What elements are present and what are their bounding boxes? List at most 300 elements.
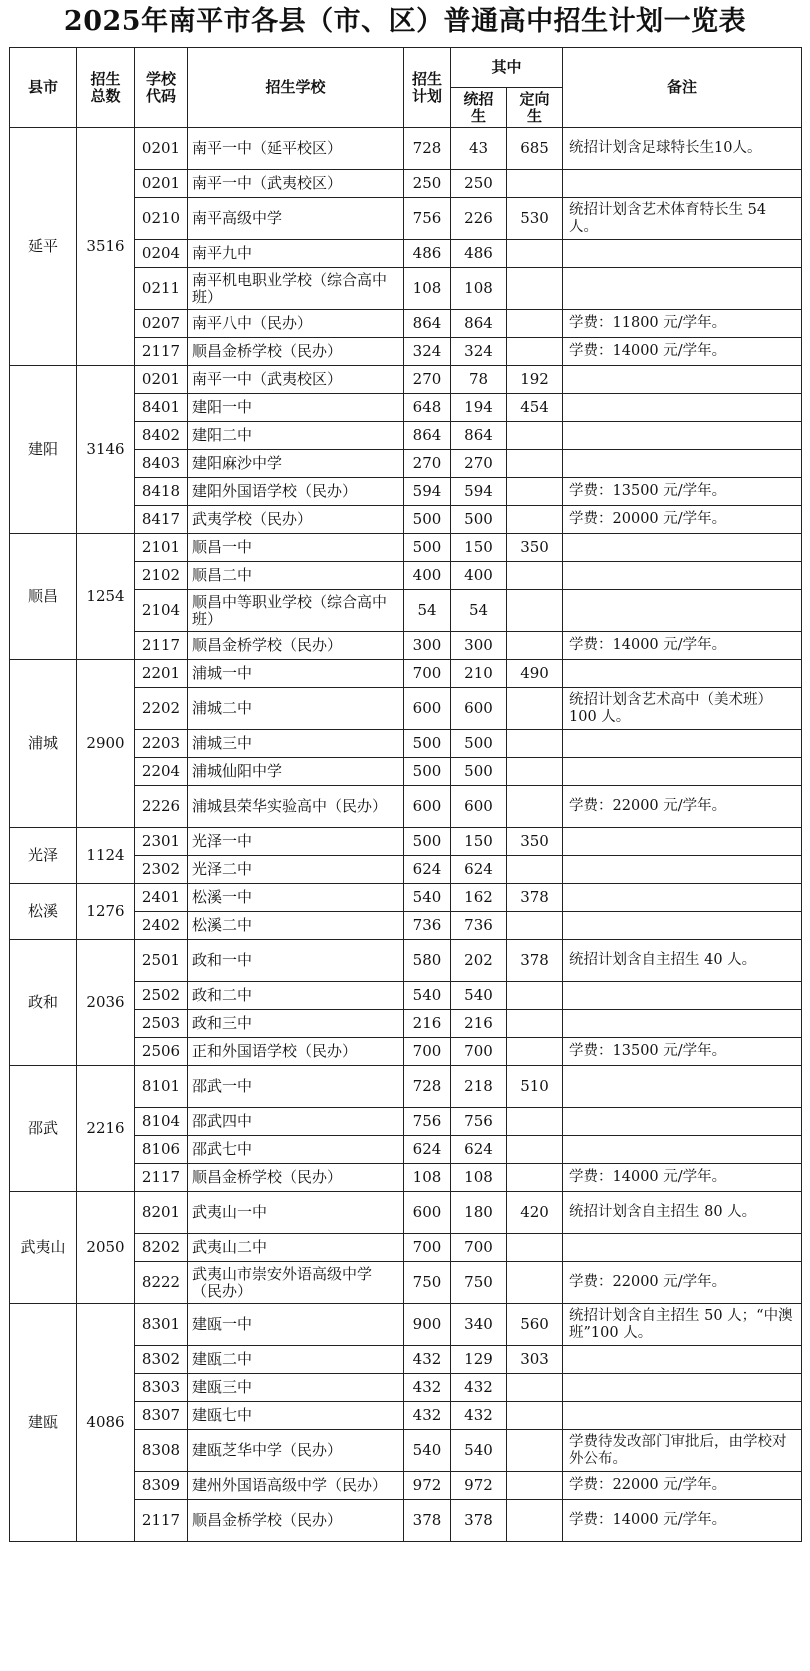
school-name-cell: 武夷学校（民办） bbox=[188, 506, 404, 534]
unified-cell: 736 bbox=[451, 912, 507, 940]
remarks-cell bbox=[563, 1066, 802, 1108]
county-total-cell: 3146 bbox=[77, 366, 135, 534]
remarks-cell bbox=[563, 1108, 802, 1136]
header-plan bbox=[404, 48, 451, 128]
remarks-cell bbox=[563, 1136, 802, 1164]
school-name-cell: 南平机电职业学校（综合高中班） bbox=[188, 268, 404, 310]
remarks-cell bbox=[563, 1346, 802, 1374]
unified-cell: 194 bbox=[451, 394, 507, 422]
plan-cell: 864 bbox=[404, 422, 451, 450]
plan-cell: 624 bbox=[404, 1136, 451, 1164]
unified-cell: 340 bbox=[451, 1304, 507, 1346]
school-code-cell: 8403 bbox=[135, 450, 188, 478]
table-row bbox=[10, 1304, 802, 1346]
unified-cell: 600 bbox=[451, 688, 507, 730]
school-name-cell: 南平一中（延平校区） bbox=[188, 128, 404, 170]
county-cell: 建瓯 bbox=[10, 1304, 77, 1542]
plan-cell: 540 bbox=[404, 884, 451, 912]
plan-cell: 500 bbox=[404, 534, 451, 562]
remarks-cell: 学费：14000 元/学年。 bbox=[563, 1500, 802, 1542]
remarks-cell: 统招计划含足球特长生10人。 bbox=[563, 128, 802, 170]
school-name-cell: 建瓯七中 bbox=[188, 1402, 404, 1430]
plan-cell: 600 bbox=[404, 786, 451, 828]
school-code-cell: 8402 bbox=[135, 422, 188, 450]
school-name-cell: 邵武七中 bbox=[188, 1136, 404, 1164]
county-cell: 顺昌 bbox=[10, 534, 77, 660]
unified-cell: 300 bbox=[451, 632, 507, 660]
directed-cell bbox=[507, 422, 563, 450]
plan-cell: 728 bbox=[404, 1066, 451, 1108]
enrollment-plan-table bbox=[9, 47, 802, 1542]
plan-cell: 250 bbox=[404, 170, 451, 198]
directed-cell: 378 bbox=[507, 940, 563, 982]
county-cell: 邵武 bbox=[10, 1066, 77, 1192]
school-code-cell: 2202 bbox=[135, 688, 188, 730]
directed-cell bbox=[507, 856, 563, 884]
school-code-cell: 2104 bbox=[135, 590, 188, 632]
header-of-which: 其中 bbox=[451, 48, 563, 88]
plan-cell: 700 bbox=[404, 1234, 451, 1262]
school-name-cell: 浦城三中 bbox=[188, 730, 404, 758]
plan-cell: 756 bbox=[404, 1108, 451, 1136]
unified-cell: 54 bbox=[451, 590, 507, 632]
unified-cell: 202 bbox=[451, 940, 507, 982]
header-unified bbox=[451, 88, 507, 128]
school-code-cell: 8401 bbox=[135, 394, 188, 422]
remarks-cell bbox=[563, 828, 802, 856]
county-cell: 延平 bbox=[10, 128, 77, 366]
unified-cell: 432 bbox=[451, 1402, 507, 1430]
header-directed-text: 定向生 bbox=[519, 89, 550, 125]
school-name-cell: 政和一中 bbox=[188, 940, 404, 982]
school-code-cell: 0201 bbox=[135, 128, 188, 170]
unified-cell: 108 bbox=[451, 1164, 507, 1192]
table-row bbox=[10, 940, 802, 982]
remarks-cell bbox=[563, 1374, 802, 1402]
unified-cell: 129 bbox=[451, 1346, 507, 1374]
unified-cell: 78 bbox=[451, 366, 507, 394]
unified-cell: 700 bbox=[451, 1038, 507, 1066]
unified-cell: 150 bbox=[451, 534, 507, 562]
school-name-cell: 顺昌一中 bbox=[188, 534, 404, 562]
unified-cell: 864 bbox=[451, 422, 507, 450]
school-code-cell: 2117 bbox=[135, 632, 188, 660]
school-code-cell: 0211 bbox=[135, 268, 188, 310]
school-code-cell: 8104 bbox=[135, 1108, 188, 1136]
directed-cell bbox=[507, 982, 563, 1010]
remarks-cell bbox=[563, 758, 802, 786]
remarks-cell bbox=[563, 562, 802, 590]
directed-cell bbox=[507, 562, 563, 590]
directed-cell bbox=[507, 1374, 563, 1402]
school-code-cell: 2117 bbox=[135, 1164, 188, 1192]
unified-cell: 400 bbox=[451, 562, 507, 590]
remarks-cell: 统招计划含艺术体育特长生 54 人。 bbox=[563, 198, 802, 240]
plan-cell: 54 bbox=[404, 590, 451, 632]
remarks-cell: 学费：14000 元/学年。 bbox=[563, 632, 802, 660]
county-cell: 建阳 bbox=[10, 366, 77, 534]
directed-cell: 350 bbox=[507, 828, 563, 856]
page-title: 2025年南平市各县（市、区）普通高中招生计划一览表 bbox=[63, 6, 747, 37]
directed-cell bbox=[507, 786, 563, 828]
directed-cell bbox=[507, 730, 563, 758]
directed-cell bbox=[507, 338, 563, 366]
school-name-cell: 邵武四中 bbox=[188, 1108, 404, 1136]
remarks-cell: 学费：20000 元/学年。 bbox=[563, 506, 802, 534]
school-code-cell: 2402 bbox=[135, 912, 188, 940]
school-code-cell: 0201 bbox=[135, 366, 188, 394]
unified-cell: 972 bbox=[451, 1472, 507, 1500]
school-code-cell: 2506 bbox=[135, 1038, 188, 1066]
table-row bbox=[10, 1066, 802, 1108]
school-code-cell: 8106 bbox=[135, 1136, 188, 1164]
plan-cell: 500 bbox=[404, 506, 451, 534]
school-name-cell: 浦城仙阳中学 bbox=[188, 758, 404, 786]
remarks-cell bbox=[563, 730, 802, 758]
plan-cell: 736 bbox=[404, 912, 451, 940]
remarks-cell bbox=[563, 268, 802, 310]
plan-cell: 378 bbox=[404, 1500, 451, 1542]
school-code-cell: 2102 bbox=[135, 562, 188, 590]
plan-cell: 486 bbox=[404, 240, 451, 268]
directed-cell bbox=[507, 590, 563, 632]
table-body bbox=[10, 128, 802, 1542]
school-code-cell: 8101 bbox=[135, 1066, 188, 1108]
plan-cell: 728 bbox=[404, 128, 451, 170]
unified-cell: 540 bbox=[451, 1430, 507, 1472]
unified-cell: 756 bbox=[451, 1108, 507, 1136]
school-code-cell: 8418 bbox=[135, 478, 188, 506]
table-row bbox=[10, 660, 802, 688]
unified-cell: 432 bbox=[451, 1374, 507, 1402]
plan-cell: 500 bbox=[404, 758, 451, 786]
unified-cell: 250 bbox=[451, 170, 507, 198]
directed-cell: 685 bbox=[507, 128, 563, 170]
remarks-cell bbox=[563, 1402, 802, 1430]
plan-cell: 432 bbox=[404, 1346, 451, 1374]
plan-cell: 756 bbox=[404, 198, 451, 240]
school-name-cell: 光泽一中 bbox=[188, 828, 404, 856]
school-name-cell: 南平高级中学 bbox=[188, 198, 404, 240]
school-code-cell: 2117 bbox=[135, 1500, 188, 1542]
unified-cell: 594 bbox=[451, 478, 507, 506]
remarks-cell bbox=[563, 422, 802, 450]
school-name-cell: 建州外国语高级中学（民办） bbox=[188, 1472, 404, 1500]
remarks-cell: 学费：14000 元/学年。 bbox=[563, 338, 802, 366]
plan-cell: 216 bbox=[404, 1010, 451, 1038]
plan-cell: 540 bbox=[404, 1430, 451, 1472]
directed-cell bbox=[507, 1262, 563, 1304]
school-code-cell: 2201 bbox=[135, 660, 188, 688]
school-name-cell: 建阳麻沙中学 bbox=[188, 450, 404, 478]
plan-cell: 700 bbox=[404, 1038, 451, 1066]
unified-cell: 180 bbox=[451, 1192, 507, 1234]
school-code-cell: 2401 bbox=[135, 884, 188, 912]
remarks-cell: 学费：13500 元/学年。 bbox=[563, 1038, 802, 1066]
directed-cell bbox=[507, 912, 563, 940]
plan-cell: 108 bbox=[404, 268, 451, 310]
header-code-text: 学校代码 bbox=[145, 69, 176, 105]
directed-cell bbox=[507, 632, 563, 660]
plan-cell: 700 bbox=[404, 660, 451, 688]
remarks-cell: 学费：11800 元/学年。 bbox=[563, 310, 802, 338]
county-cell: 政和 bbox=[10, 940, 77, 1066]
plan-cell: 500 bbox=[404, 828, 451, 856]
remarks-cell: 学费：22000 元/学年。 bbox=[563, 1262, 802, 1304]
remarks-cell: 学费：22000 元/学年。 bbox=[563, 1472, 802, 1500]
school-code-cell: 8201 bbox=[135, 1192, 188, 1234]
remarks-cell bbox=[563, 450, 802, 478]
county-cell: 光泽 bbox=[10, 828, 77, 884]
unified-cell: 378 bbox=[451, 1500, 507, 1542]
directed-cell bbox=[507, 450, 563, 478]
school-name-cell: 顺昌金桥学校（民办） bbox=[188, 1164, 404, 1192]
unified-cell: 600 bbox=[451, 786, 507, 828]
header-total bbox=[77, 48, 135, 128]
school-code-cell: 0201 bbox=[135, 170, 188, 198]
county-total-cell: 2050 bbox=[77, 1192, 135, 1304]
school-name-cell: 南平一中（武夷校区） bbox=[188, 366, 404, 394]
plan-cell: 864 bbox=[404, 310, 451, 338]
table-row bbox=[10, 1192, 802, 1234]
school-name-cell: 浦城县荣华实验高中（民办） bbox=[188, 786, 404, 828]
header-code bbox=[135, 48, 188, 128]
remarks-cell bbox=[563, 590, 802, 632]
school-name-cell: 松溪二中 bbox=[188, 912, 404, 940]
school-code-cell: 8202 bbox=[135, 1234, 188, 1262]
plan-cell: 540 bbox=[404, 982, 451, 1010]
directed-cell bbox=[507, 1164, 563, 1192]
county-total-cell: 4086 bbox=[77, 1304, 135, 1542]
county-total-cell: 1124 bbox=[77, 828, 135, 884]
plan-cell: 500 bbox=[404, 730, 451, 758]
school-name-cell: 南平八中（民办） bbox=[188, 310, 404, 338]
school-name-cell: 建阳二中 bbox=[188, 422, 404, 450]
directed-cell bbox=[507, 1472, 563, 1500]
school-code-cell: 8307 bbox=[135, 1402, 188, 1430]
school-name-cell: 建阳一中 bbox=[188, 394, 404, 422]
directed-cell bbox=[507, 1108, 563, 1136]
remarks-cell: 学费待发改部门审批后，由学校对外公布。 bbox=[563, 1430, 802, 1472]
school-code-cell: 0210 bbox=[135, 198, 188, 240]
school-name-cell: 建瓯二中 bbox=[188, 1346, 404, 1374]
school-name-cell: 正和外国语学校（民办） bbox=[188, 1038, 404, 1066]
school-name-cell: 浦城二中 bbox=[188, 688, 404, 730]
remarks-cell: 学费：22000 元/学年。 bbox=[563, 786, 802, 828]
school-name-cell: 武夷山市崇安外语高级中学（民办） bbox=[188, 1262, 404, 1304]
school-code-cell: 2501 bbox=[135, 940, 188, 982]
directed-cell bbox=[507, 1136, 563, 1164]
school-code-cell: 8303 bbox=[135, 1374, 188, 1402]
directed-cell bbox=[507, 240, 563, 268]
school-name-cell: 建阳外国语学校（民办） bbox=[188, 478, 404, 506]
unified-cell: 500 bbox=[451, 758, 507, 786]
plan-cell: 324 bbox=[404, 338, 451, 366]
school-name-cell: 顺昌中等职业学校（综合高中班） bbox=[188, 590, 404, 632]
school-name-cell: 顺昌金桥学校（民办） bbox=[188, 632, 404, 660]
directed-cell bbox=[507, 688, 563, 730]
remarks-cell bbox=[563, 856, 802, 884]
school-name-cell: 邵武一中 bbox=[188, 1066, 404, 1108]
directed-cell bbox=[507, 1500, 563, 1542]
remarks-cell: 统招计划含艺术高中（美术班）100 人。 bbox=[563, 688, 802, 730]
plan-cell: 432 bbox=[404, 1374, 451, 1402]
school-code-cell: 2502 bbox=[135, 982, 188, 1010]
directed-cell: 192 bbox=[507, 366, 563, 394]
school-name-cell: 南平一中（武夷校区） bbox=[188, 170, 404, 198]
plan-cell: 108 bbox=[404, 1164, 451, 1192]
remarks-cell bbox=[563, 660, 802, 688]
unified-cell: 624 bbox=[451, 856, 507, 884]
school-code-cell: 2203 bbox=[135, 730, 188, 758]
plan-cell: 400 bbox=[404, 562, 451, 590]
directed-cell bbox=[507, 1010, 563, 1038]
school-code-cell: 8302 bbox=[135, 1346, 188, 1374]
school-code-cell: 8301 bbox=[135, 1304, 188, 1346]
remarks-cell bbox=[563, 534, 802, 562]
plan-cell: 432 bbox=[404, 1402, 451, 1430]
plan-cell: 270 bbox=[404, 366, 451, 394]
directed-cell: 530 bbox=[507, 198, 563, 240]
remarks-cell: 统招计划含自主招生 50 人；“中澳班”100 人。 bbox=[563, 1304, 802, 1346]
header-remarks: 备注 bbox=[563, 48, 802, 128]
remarks-cell bbox=[563, 240, 802, 268]
school-name-cell: 武夷山二中 bbox=[188, 1234, 404, 1262]
school-code-cell: 2204 bbox=[135, 758, 188, 786]
directed-cell bbox=[507, 1038, 563, 1066]
table-row bbox=[10, 366, 802, 394]
unified-cell: 324 bbox=[451, 338, 507, 366]
county-cell: 武夷山 bbox=[10, 1192, 77, 1304]
plan-cell: 900 bbox=[404, 1304, 451, 1346]
unified-cell: 700 bbox=[451, 1234, 507, 1262]
remarks-cell: 统招计划含自主招生 80 人。 bbox=[563, 1192, 802, 1234]
directed-cell: 454 bbox=[507, 394, 563, 422]
county-total-cell: 1254 bbox=[77, 534, 135, 660]
school-code-cell: 8309 bbox=[135, 1472, 188, 1500]
school-name-cell: 政和三中 bbox=[188, 1010, 404, 1038]
unified-cell: 486 bbox=[451, 240, 507, 268]
school-name-cell: 武夷山一中 bbox=[188, 1192, 404, 1234]
directed-cell: 420 bbox=[507, 1192, 563, 1234]
county-total-cell: 3516 bbox=[77, 128, 135, 366]
directed-cell bbox=[507, 268, 563, 310]
county-total-cell: 2036 bbox=[77, 940, 135, 1066]
remarks-cell bbox=[563, 982, 802, 1010]
directed-cell bbox=[507, 1234, 563, 1262]
remarks-cell bbox=[563, 394, 802, 422]
school-name-cell: 光泽二中 bbox=[188, 856, 404, 884]
directed-cell bbox=[507, 310, 563, 338]
directed-cell: 303 bbox=[507, 1346, 563, 1374]
school-code-cell: 8222 bbox=[135, 1262, 188, 1304]
header-unified-text: 统招生 bbox=[463, 89, 494, 125]
unified-cell: 500 bbox=[451, 506, 507, 534]
unified-cell: 750 bbox=[451, 1262, 507, 1304]
remarks-cell bbox=[563, 912, 802, 940]
remarks-cell bbox=[563, 366, 802, 394]
table-row bbox=[10, 884, 802, 912]
school-code-cell: 0207 bbox=[135, 310, 188, 338]
school-name-cell: 建瓯一中 bbox=[188, 1304, 404, 1346]
school-name-cell: 顺昌二中 bbox=[188, 562, 404, 590]
school-code-cell: 2117 bbox=[135, 338, 188, 366]
header-total-text: 招生总数 bbox=[90, 69, 121, 105]
unified-cell: 108 bbox=[451, 268, 507, 310]
plan-cell: 600 bbox=[404, 1192, 451, 1234]
directed-cell bbox=[507, 478, 563, 506]
school-name-cell: 松溪一中 bbox=[188, 884, 404, 912]
unified-cell: 864 bbox=[451, 310, 507, 338]
county-cell: 松溪 bbox=[10, 884, 77, 940]
plan-cell: 300 bbox=[404, 632, 451, 660]
remarks-cell: 学费：13500 元/学年。 bbox=[563, 478, 802, 506]
remarks-cell: 学费：14000 元/学年。 bbox=[563, 1164, 802, 1192]
directed-cell bbox=[507, 1430, 563, 1472]
plan-cell: 580 bbox=[404, 940, 451, 982]
plan-cell: 270 bbox=[404, 450, 451, 478]
unified-cell: 162 bbox=[451, 884, 507, 912]
unified-cell: 226 bbox=[451, 198, 507, 240]
unified-cell: 218 bbox=[451, 1066, 507, 1108]
unified-cell: 43 bbox=[451, 128, 507, 170]
remarks-cell bbox=[563, 1234, 802, 1262]
county-total-cell: 2216 bbox=[77, 1066, 135, 1192]
directed-cell: 350 bbox=[507, 534, 563, 562]
remarks-cell bbox=[563, 884, 802, 912]
school-name-cell: 政和二中 bbox=[188, 982, 404, 1010]
unified-cell: 150 bbox=[451, 828, 507, 856]
county-cell: 浦城 bbox=[10, 660, 77, 828]
unified-cell: 216 bbox=[451, 1010, 507, 1038]
school-name-cell: 浦城一中 bbox=[188, 660, 404, 688]
plan-cell: 972 bbox=[404, 1472, 451, 1500]
header-school: 招生学校 bbox=[188, 48, 404, 128]
school-name-cell: 顺昌金桥学校（民办） bbox=[188, 338, 404, 366]
school-code-cell: 2226 bbox=[135, 786, 188, 828]
directed-cell: 510 bbox=[507, 1066, 563, 1108]
directed-cell bbox=[507, 170, 563, 198]
school-code-cell: 2503 bbox=[135, 1010, 188, 1038]
unified-cell: 540 bbox=[451, 982, 507, 1010]
school-code-cell: 8417 bbox=[135, 506, 188, 534]
header-directed bbox=[507, 88, 563, 128]
school-code-cell: 2101 bbox=[135, 534, 188, 562]
county-total-cell: 1276 bbox=[77, 884, 135, 940]
plan-cell: 600 bbox=[404, 688, 451, 730]
directed-cell bbox=[507, 1402, 563, 1430]
school-name-cell: 顺昌金桥学校（民办） bbox=[188, 1500, 404, 1542]
directed-cell: 560 bbox=[507, 1304, 563, 1346]
school-code-cell: 2301 bbox=[135, 828, 188, 856]
directed-cell bbox=[507, 506, 563, 534]
plan-cell: 624 bbox=[404, 856, 451, 884]
table-row bbox=[10, 534, 802, 562]
remarks-cell: 统招计划含自主招生 40 人。 bbox=[563, 940, 802, 982]
directed-cell: 490 bbox=[507, 660, 563, 688]
header-county: 县市 bbox=[10, 48, 77, 128]
table-row bbox=[10, 828, 802, 856]
unified-cell: 624 bbox=[451, 1136, 507, 1164]
county-total-cell: 2900 bbox=[77, 660, 135, 828]
unified-cell: 210 bbox=[451, 660, 507, 688]
directed-cell bbox=[507, 758, 563, 786]
school-code-cell: 2302 bbox=[135, 856, 188, 884]
header-plan-text: 招生计划 bbox=[411, 69, 442, 105]
remarks-cell bbox=[563, 170, 802, 198]
school-name-cell: 建瓯芝华中学（民办） bbox=[188, 1430, 404, 1472]
plan-cell: 750 bbox=[404, 1262, 451, 1304]
